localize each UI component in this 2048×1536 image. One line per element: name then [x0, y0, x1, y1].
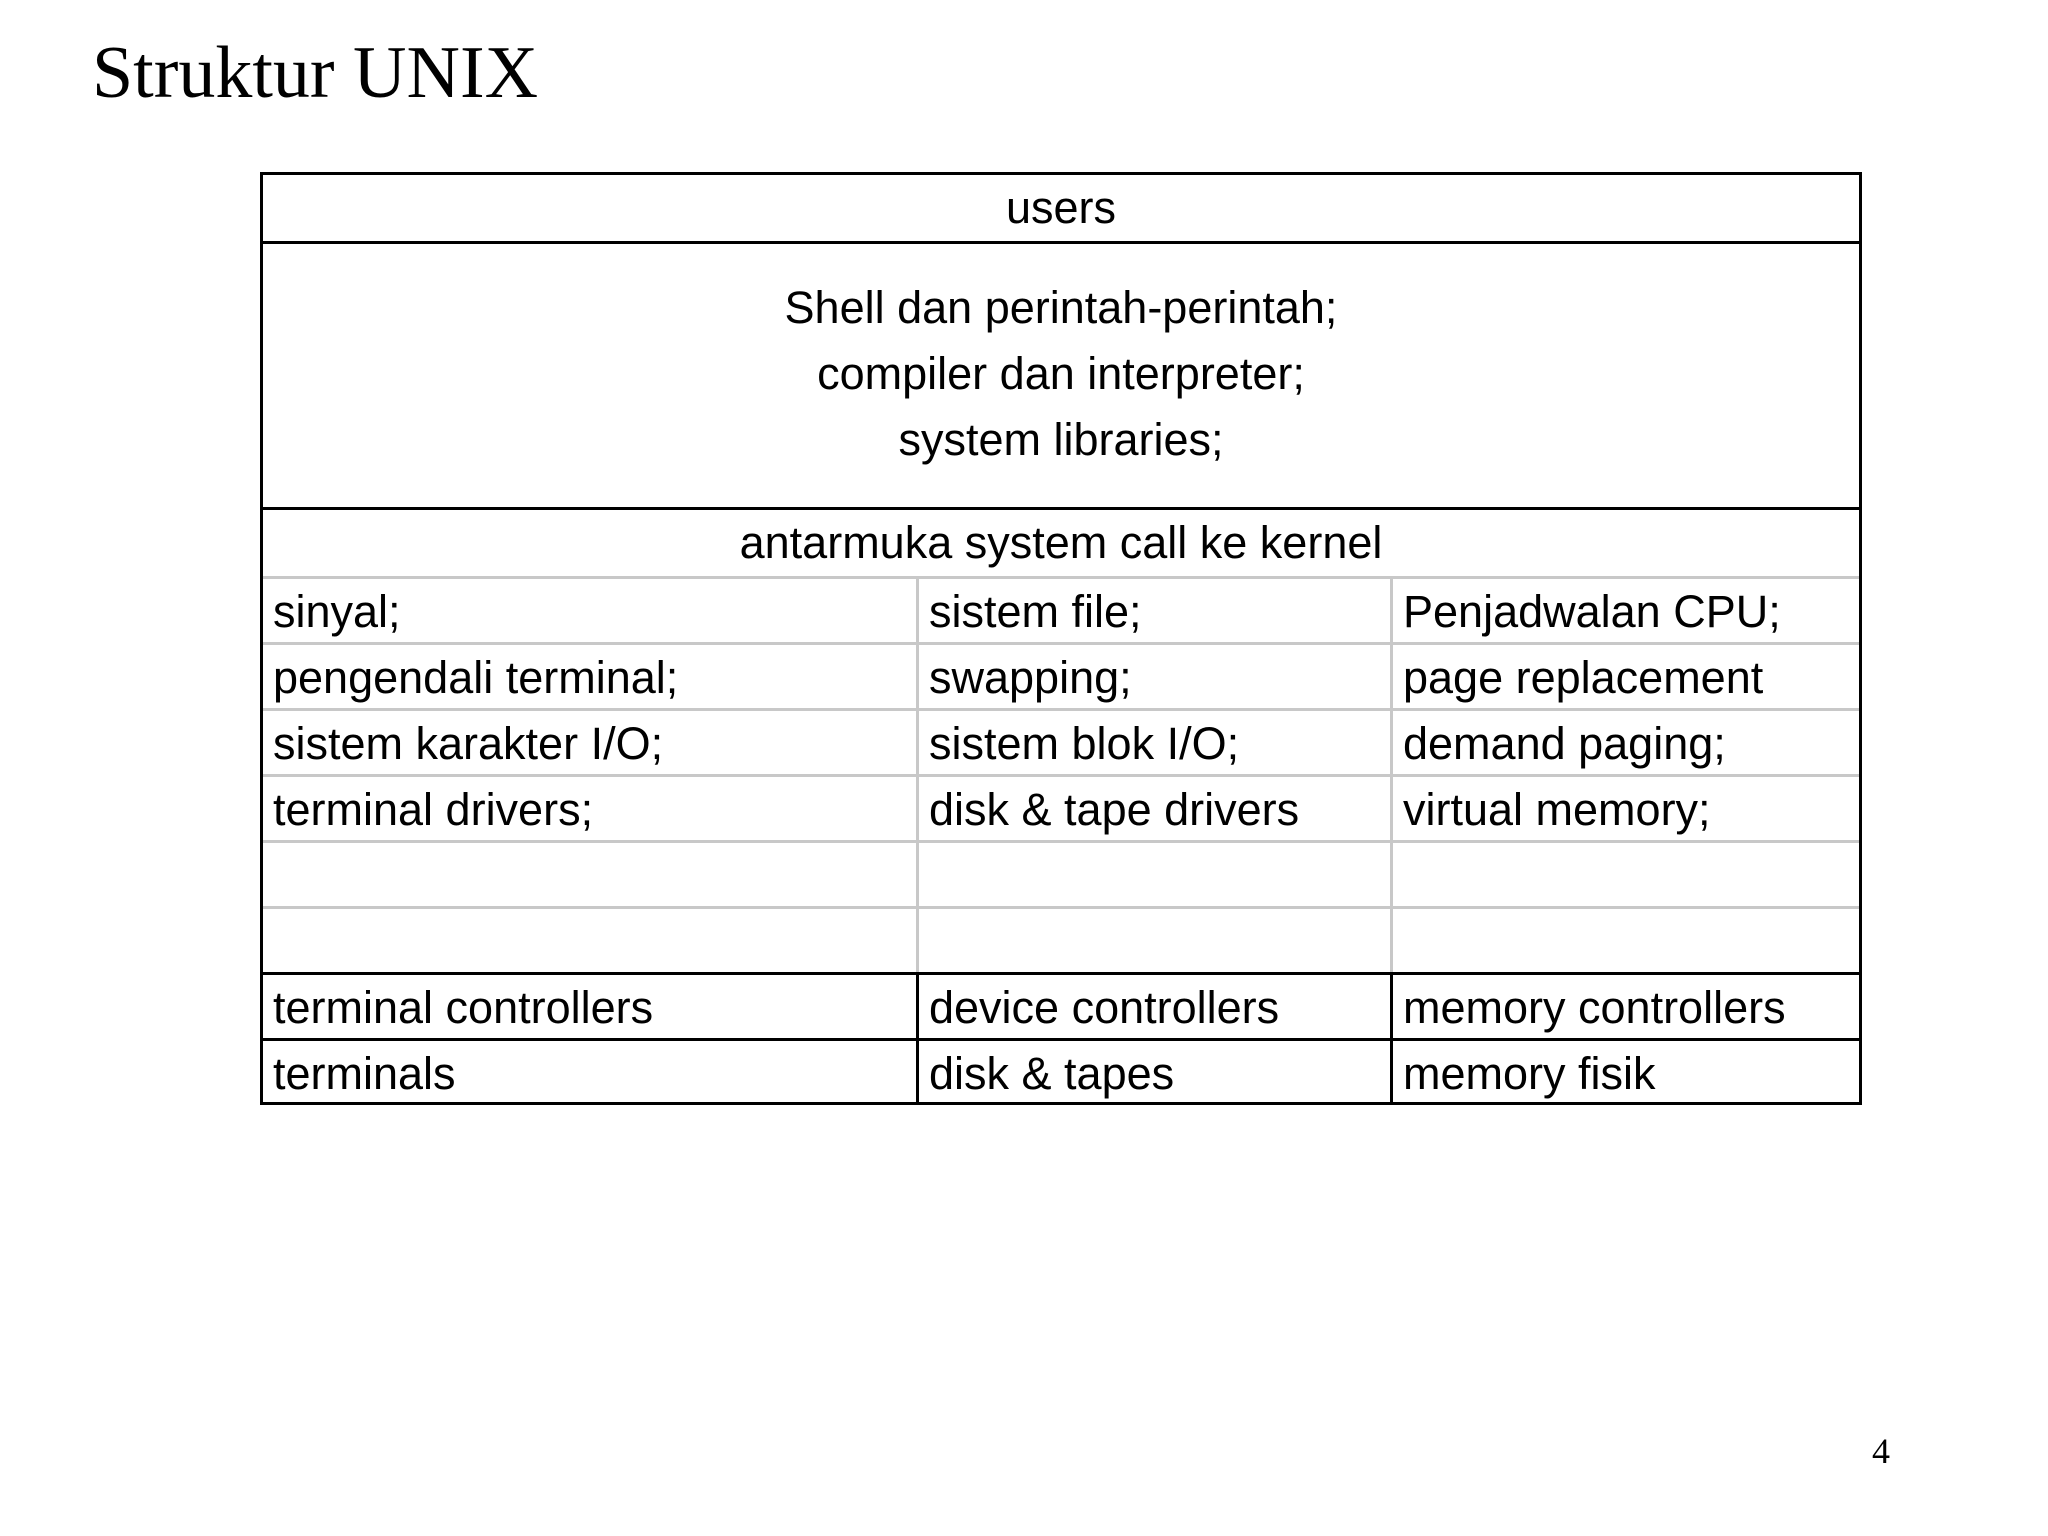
shell-line-3: system libraries;	[898, 414, 1224, 465]
shell-line-1: Shell dan perintah-perintah;	[784, 282, 1338, 333]
users-layer: users	[1005, 182, 1117, 233]
hardware-cell: memory fisik	[1403, 1048, 1656, 1099]
kernel-cell-empty	[919, 909, 1390, 972]
kernel-cell-empty	[919, 843, 1390, 906]
kernel-cell: virtual memory;	[1403, 784, 1711, 835]
kernel-cell-empty	[1393, 843, 1859, 906]
kernel-cell: pengendali terminal;	[273, 652, 679, 703]
hardware-cell: disk & tapes	[929, 1048, 1175, 1099]
kernel-cell: swapping;	[929, 652, 1132, 703]
kernel-cell-empty	[1393, 909, 1859, 972]
kernel-cell: sinyal;	[273, 586, 401, 637]
kernel-cell: page replacement	[1403, 652, 1764, 703]
kernel-cell: sistem karakter I/O;	[273, 718, 664, 769]
shell-line-2: compiler dan interpreter;	[817, 348, 1305, 399]
kernel-cell: sistem file;	[929, 586, 1142, 637]
kernel-cell-empty	[263, 843, 916, 906]
shell-layer	[263, 241, 1859, 507]
kernel-cell: disk & tape drivers	[929, 784, 1300, 835]
hardware-cell: terminal controllers	[273, 982, 654, 1033]
slide-title: Struktur UNIX	[92, 32, 539, 114]
kernel-cell: sistem blok I/O;	[929, 718, 1240, 769]
kernel-cell-empty	[263, 909, 916, 972]
hardware-cell: terminals	[273, 1048, 456, 1099]
hardware-cell: memory controllers	[1403, 982, 1786, 1033]
hardware-cell: device controllers	[929, 982, 1280, 1033]
page-number: 4	[1872, 1431, 1890, 1471]
unix-structure-diagram	[260, 172, 1862, 1105]
kernel-cell: demand paging;	[1403, 718, 1726, 769]
syscall-interface-layer: antarmuka system call ke kernel	[739, 517, 1383, 568]
kernel-cell: terminal drivers;	[273, 784, 594, 835]
kernel-cell: Penjadwalan CPU;	[1403, 586, 1781, 637]
